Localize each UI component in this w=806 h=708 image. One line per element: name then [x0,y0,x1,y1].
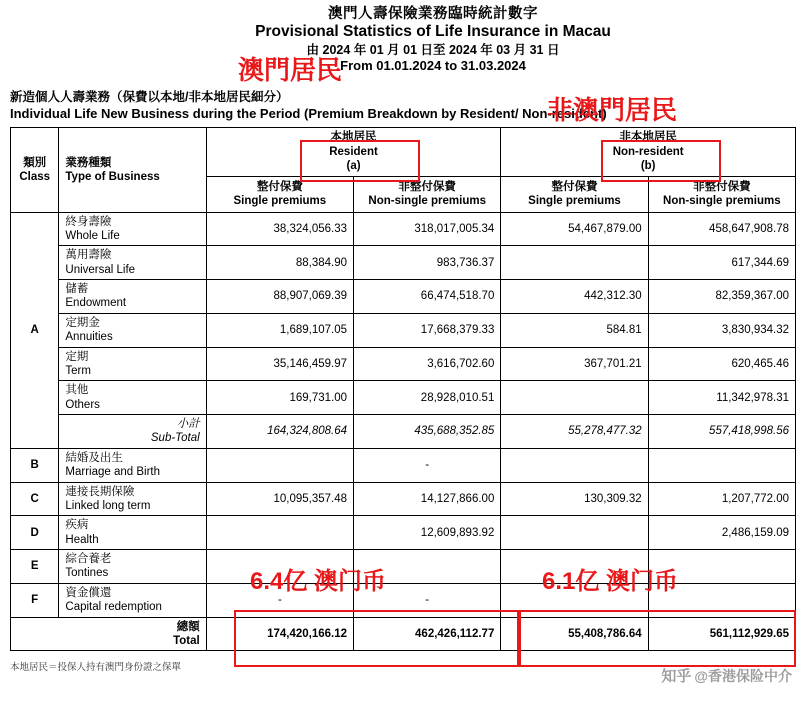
row-type-en: Linked long term [65,499,151,512]
row-type-linked-long-term [59,482,206,516]
class-label-b: B [11,448,59,482]
header-row-groups [11,128,796,176]
cell-value [501,516,648,550]
class-label-c: C [11,482,59,516]
title-english: Provisional Statistics of Life Insurance in Macau [255,23,611,41]
cell-value: 367,701.21 [501,347,648,381]
cell-value [648,448,795,482]
subtotal-label [59,415,206,449]
cell-value: 28,928,010.51 [354,381,501,415]
annotation-amount-resident: 6.4亿 澳门币 [250,568,387,595]
cell-value: 35,146,459.97 [206,347,353,381]
subheader-non-single-cn: 整付保費 [551,180,598,193]
subtotal-row-a [11,415,796,449]
statistics-table [10,127,796,651]
cell-value: 38,324,056.33 [206,212,353,246]
group-resident-cn: 本地居民 [330,131,377,144]
cell-value [501,448,648,482]
row-type-cn: 終身壽險 [65,215,112,228]
footnote: 本地居民＝投保人持有澳門身份證之保單 [10,662,182,674]
cell-value: 458,647,908.78 [648,212,795,246]
row-type-en: Health [65,533,99,546]
row-type-en: Marriage and Birth [65,466,160,479]
row-type-en: Universal Life [65,263,136,276]
cell-value: 11,342,978.31 [648,381,795,415]
cell-value: 617,344.69 [648,246,795,280]
annotation-amount-non-resident: 6.1亿 澳门币 [542,568,679,595]
header-class [11,128,59,212]
annotation-non-resident: 非澳門居民 [547,95,678,125]
table-row [11,516,796,550]
subheader-res-nonsingle-cn: 非整付保費 [398,180,456,193]
row-type-cn: 疾病 [65,519,89,532]
row-type-cn: 結婚及出生 [65,451,123,464]
row-type-cn: 綜合養老 [65,553,112,566]
cell-value: 169,731.00 [206,381,353,415]
group-resident-en: Resident [329,145,378,158]
row-type-universal-life [59,246,206,280]
cell-value: 88,907,069.39 [206,280,353,314]
watermark-text: @香港保险中介 [694,668,792,684]
row-type-whole-life [59,212,206,246]
subtotal-value: 55,278,477.32 [501,415,648,449]
cell-value: 442,312.30 [501,280,648,314]
cell-value: 620,465.46 [648,347,795,381]
cell-value: 130,309.32 [501,482,648,516]
class-label-a: A [11,212,59,448]
table-row [11,381,796,415]
total-label-cn: 總額 [176,620,200,633]
cell-value: - [354,583,501,617]
document-header [70,6,796,73]
row-type-en: Capital redemption [65,601,162,614]
subtitle-english: Individual Life New Business during the Period (Premium Breakdown by Resident/ Non-resident) [10,106,607,122]
row-type-en: Whole Life [65,229,120,242]
subheader-non-nonsingle-en: Non-single premiums [663,195,781,208]
cell-value: 3,616,702.60 [354,347,501,381]
table-row [11,482,796,516]
subheader-non-nonsingle [648,176,795,212]
subheader-non-nonsingle-cn: 非整付保費 [693,180,751,193]
cell-value: 88,384.90 [206,246,353,280]
total-value-nonresident-nonsingle: 561,112,929.65 [648,617,795,651]
group-nonresident-en: Non-resident [612,145,684,158]
row-type-cn: 定期 [65,350,89,363]
cell-value: 17,668,379.33 [354,313,501,347]
row-type-others [59,381,206,415]
subheader-res-single [206,176,353,212]
row-type-en: Term [65,364,91,377]
annotation-resident: 澳門居民 [238,55,343,85]
row-type-en: Endowment [65,297,127,310]
row-type-term [59,347,206,381]
subtotal-label-cn: 小計 [176,418,200,431]
zhihu-logo: 知乎 [661,668,692,685]
cell-value: 983,736.37 [354,246,501,280]
table-row [11,313,796,347]
watermark [661,665,792,686]
class-label-e: E [11,550,59,584]
table-row [11,347,796,381]
class-label-d: D [11,516,59,550]
period-english: From 01.01.2024 to 31.03.2024 [340,58,526,74]
cell-value [501,381,648,415]
cell-value: - [206,583,353,617]
subheader-res-single-en: Single premiums [233,195,327,208]
subheader-non-single-en: Single premiums [528,195,621,208]
cell-value: 584.81 [501,313,648,347]
row-type-cn: 資金償還 [65,586,112,599]
header-class-cn: 類別 [23,156,47,169]
row-type-health [59,516,206,550]
row-type-en: Tontines [65,567,109,580]
class-label-f: F [11,583,59,617]
table-row [11,448,796,482]
cell-value [206,448,353,482]
cell-value: - [354,448,501,482]
header-type [59,128,206,212]
cell-value: 2,486,159.09 [648,516,795,550]
group-nonresident-cn: 非本地居民 [619,131,677,144]
cell-value [501,246,648,280]
row-type-cn: 連接長期保險 [65,485,135,498]
row-type-cn: 萬用壽險 [65,249,112,262]
row-type-endowment [59,280,206,314]
subtotal-value: 557,418,998.56 [648,415,795,449]
cell-value [206,516,353,550]
cell-value: 66,474,518.70 [354,280,501,314]
period-chinese: 由 2024 年 01 月 01 日至 2024 年 03 月 31 日 [306,43,560,58]
row-type-tontines [59,550,206,584]
subtitle-chinese: 新造個人人壽業務（保費以本地/非本地居民細分） [10,90,289,105]
total-row [11,617,796,651]
table-row [11,280,796,314]
total-label-en: Total [173,634,200,647]
total-value-resident-single: 174,420,166.12 [206,617,353,651]
subtotal-value: 164,324,808.64 [206,415,353,449]
subtotal-label-en: Sub-Total [150,432,200,445]
row-type-marriage-birth [59,448,206,482]
row-type-en: Annuities [65,331,113,344]
group-resident-note: (a) [346,160,361,173]
section-subtitle [10,87,796,121]
header-group-nonresident [501,128,796,176]
row-type-annuities [59,313,206,347]
title-chinese: 澳門人壽保險業務臨時統計數字 [328,6,538,22]
header-type-cn: 業務種類 [65,156,112,169]
cell-value: 1,207,772.00 [648,482,795,516]
cell-value: 318,017,005.34 [354,212,501,246]
subheader-non-single [501,176,648,212]
subheader-res-nonsingle [354,176,501,212]
cell-value: 10,095,357.48 [206,482,353,516]
cell-value: 1,689,107.05 [206,313,353,347]
subheader-res-nonsingle-en: Non-single premiums [368,195,486,208]
cell-value: 14,127,866.00 [354,482,501,516]
cell-value: 54,467,879.00 [501,212,648,246]
cell-value: 82,359,367.00 [648,280,795,314]
table-head [11,128,796,212]
cell-value: 12,609,893.92 [354,516,501,550]
subheader-res-single-cn: 整付保費 [256,180,303,193]
header-class-en: Class [19,171,51,184]
table-row [11,246,796,280]
row-type-en: Others [65,398,100,411]
group-nonresident-note: (b) [640,160,656,173]
total-value-nonresident-single: 55,408,786.64 [501,617,648,651]
header-type-en: Type of Business [65,171,160,184]
row-type-cn: 定期金 [65,316,100,329]
row-type-cn: 其他 [65,384,89,397]
subtotal-value: 435,688,352.85 [354,415,501,449]
table-row [11,212,796,246]
header-group-resident [206,128,501,176]
row-type-cn: 儲蓄 [65,283,89,296]
total-value-resident-nonsingle: 462,426,112.77 [354,617,501,651]
total-label [11,617,207,651]
row-type-capital-redemption [59,583,206,617]
cell-value: 3,830,934.32 [648,313,795,347]
